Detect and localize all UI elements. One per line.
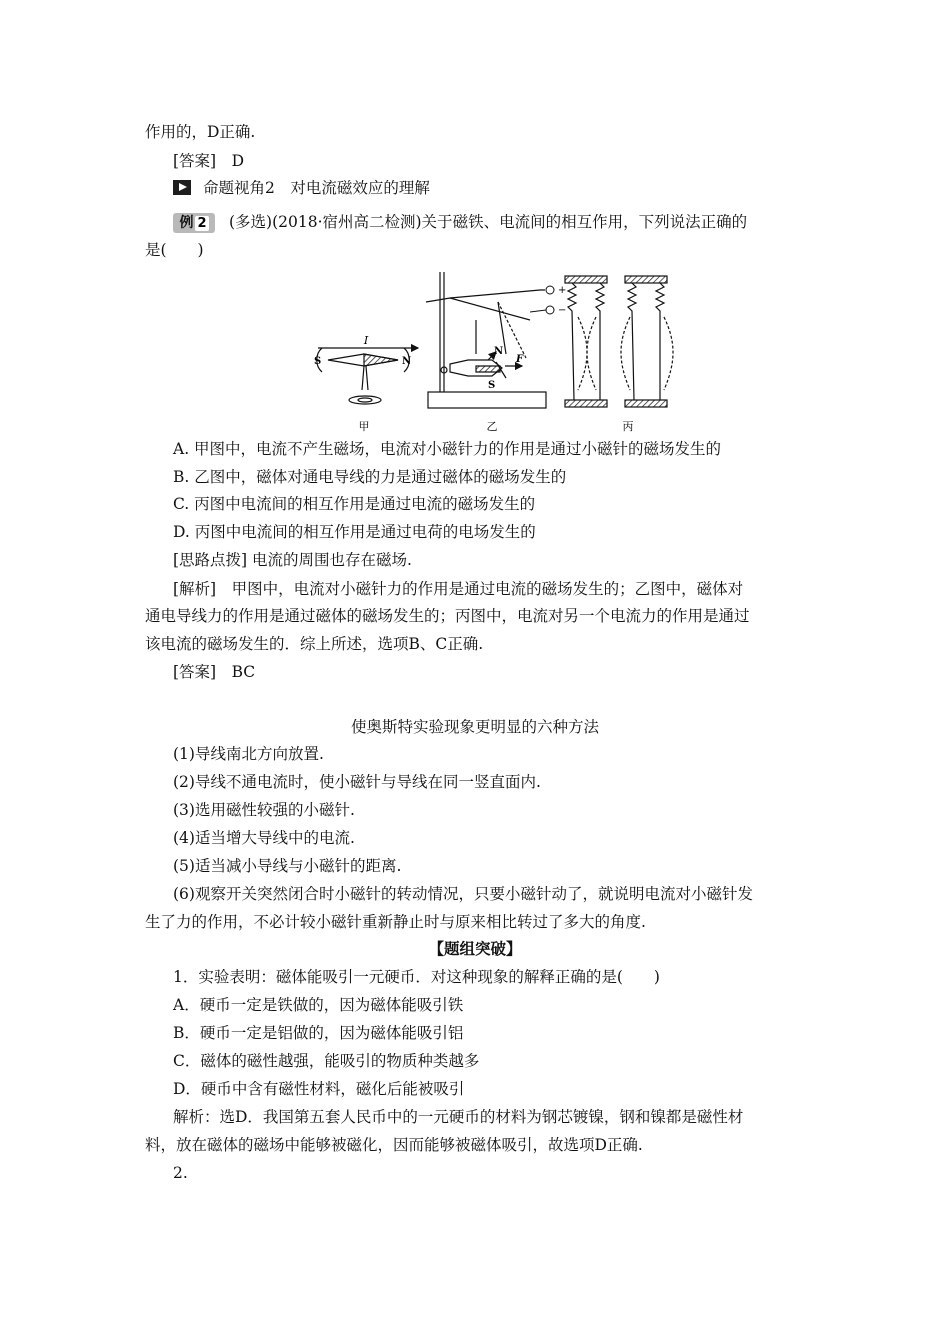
method-item-3: (3)选用磁性较强的小磁针. xyxy=(173,801,355,819)
text-line: 作用的，D正确. xyxy=(145,123,256,141)
label-N-jia: N xyxy=(402,356,412,367)
label-yi: 乙 xyxy=(486,420,498,433)
q1-option-a: A．硬币一定是铁做的，因为磁体能吸引铁 xyxy=(173,996,464,1014)
question-1: 1．实验表明：磁体能吸引一元硬币．对这种现象的解释正确的是( ) xyxy=(173,968,660,986)
analysis-line-3: 该电流的磁场发生的．综上所述，选项B、C正确. xyxy=(145,635,484,653)
label-N-yi: N xyxy=(494,346,504,357)
terminal-plus-yi xyxy=(546,286,554,294)
stem-text: (多选)(2018·宿州高二检测)关于磁铁、电流间的相互作用，下列说法正确的 xyxy=(229,213,748,231)
hint-line: [思路点拨] 电流的周围也存在磁场. xyxy=(173,551,412,569)
label-F-yi: F xyxy=(516,354,524,365)
question-2: 2. xyxy=(173,1164,188,1182)
example-badge xyxy=(173,213,215,233)
angle-heading xyxy=(173,177,430,199)
method-item-4: (4)适当增大导线中的电流. xyxy=(173,829,355,847)
experiment-figure xyxy=(300,262,680,437)
example-stem xyxy=(173,211,747,233)
label-plus-yi: + xyxy=(558,285,567,296)
option-a: A. 甲图中，电流不产生磁场，电流对小磁针力的作用是通过小磁针的磁场发生的 xyxy=(173,440,722,458)
badge-char: 例 xyxy=(179,215,194,231)
angle-label: 命题视角2 对电流磁效应的理解 xyxy=(203,179,430,197)
q1-option-d: D．硬币中含有磁性材料，磁化后能被吸引 xyxy=(173,1080,465,1098)
answer-line-2: [答案] BC xyxy=(173,663,256,681)
label-S-yi: S xyxy=(488,380,496,391)
stem-text-2: 是( ) xyxy=(145,241,204,259)
q1-option-c: C．磁体的磁性越强，能吸引的物质种类越多 xyxy=(173,1052,480,1070)
method-item-1: (1)导线南北方向放置. xyxy=(173,745,324,763)
q1-solution-line-1: 解析：选D．我国第五套人民币中的一元硬币的材料为钢芯镀镍，钢和镍都是磁性材 xyxy=(173,1108,744,1126)
q1-solution-line-2: 料，放在磁体的磁场中能够被磁化，因而能够被磁体吸引，故选项D正确. xyxy=(145,1136,643,1154)
terminal-minus-yi xyxy=(546,306,554,314)
play-triangle-icon xyxy=(173,180,191,195)
group-title: 【题组突破】 xyxy=(428,939,522,958)
label-I-jia: I xyxy=(363,334,369,347)
analysis-line-2: 通电导线力的作用是通过磁体的磁场发生的；丙图中，电流对另一个电流力的作用是通过 xyxy=(145,607,750,625)
option-d: D. 丙图中电流间的相互作用是通过电荷的电场发生的 xyxy=(173,523,536,541)
label-S-jia: S xyxy=(314,356,322,367)
method-item-2: (2)导线不通电流时，使小磁针与导线在同一竖直面内. xyxy=(173,773,541,791)
method-item-6-line-2: 生了力的作用，不必计较小磁针重新静止时与原来相比转过了多大的角度. xyxy=(145,913,646,931)
answer-line: [答案] D xyxy=(173,152,245,170)
figure-bing xyxy=(565,276,673,407)
option-b: B. 乙图中，磁体对通电导线的力是通过磁体的磁场发生的 xyxy=(173,468,567,486)
badge-number: 2 xyxy=(197,216,207,231)
analysis-line-1: [解析] 甲图中，电流对小磁针力的作用是通过电流的磁场发生的；乙图中，磁体对 xyxy=(173,580,744,598)
label-minus-yi: − xyxy=(558,305,567,316)
methods-title: 使奥斯特实验现象更明显的六种方法 xyxy=(350,718,599,736)
q1-option-b: B．硬币一定是铝做的，因为磁体能吸引铝 xyxy=(173,1024,464,1042)
method-item-6-line-1: (6)观察开关突然闭合时小磁针的转动情况，只要小磁针动了，就说明电流对小磁针发 xyxy=(173,885,753,903)
option-c: C. 丙图中电流间的相互作用是通过电流的磁场发生的 xyxy=(173,495,536,513)
label-jia: 甲 xyxy=(358,420,370,433)
method-item-5: (5)适当减小导线与小磁针的距离. xyxy=(173,857,402,875)
figure-yi xyxy=(426,272,546,408)
label-bing: 丙 xyxy=(622,420,634,433)
